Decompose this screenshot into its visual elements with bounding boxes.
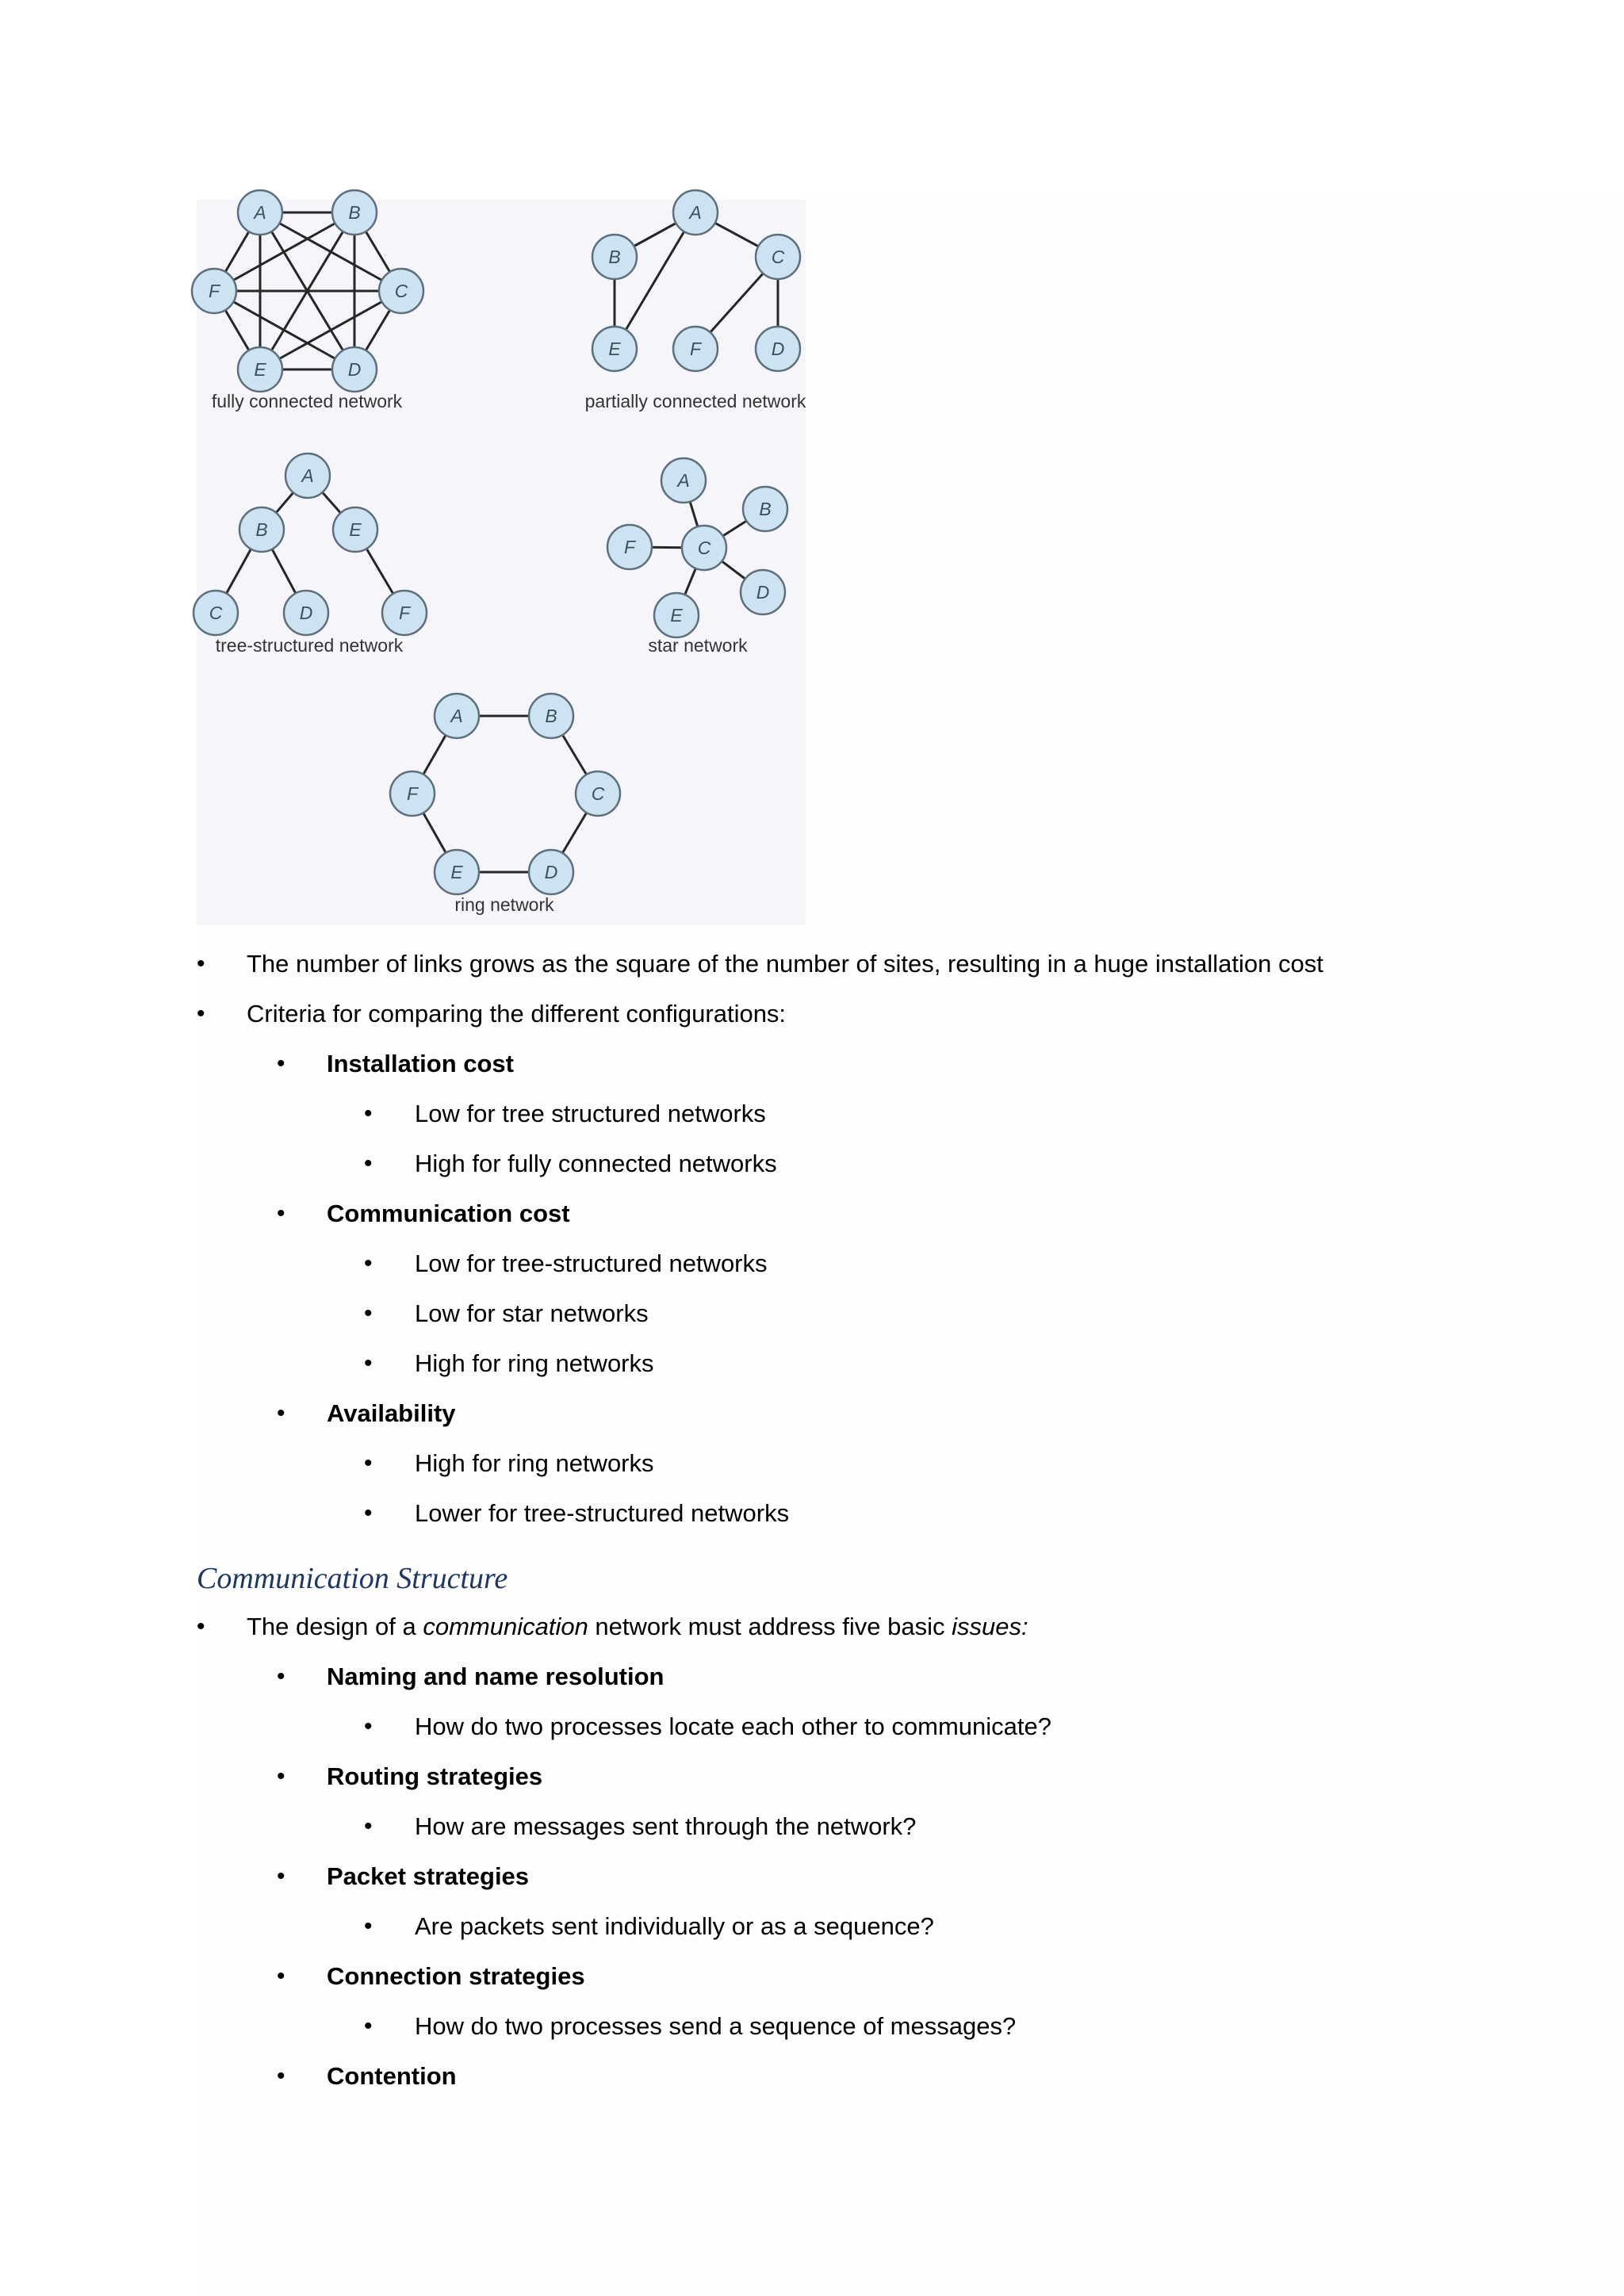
network-node (332, 190, 377, 235)
node-label: E (450, 862, 463, 882)
node-label: E (608, 339, 621, 359)
network-diagram (607, 458, 787, 656)
node-label: E (670, 605, 683, 626)
communication-cost-tree: Low for tree-structured networks (415, 1249, 768, 1277)
network-node (756, 235, 800, 279)
bullet-marker: • (197, 1613, 205, 1640)
node-label: F (623, 537, 636, 557)
bullet-marker: • (364, 1450, 373, 1476)
bullet-marker: • (277, 1663, 285, 1689)
availability-ring: High for ring networks (415, 1449, 654, 1477)
bullet-marker: • (277, 1050, 285, 1077)
availability-tree: Lower for tree-structured networks (415, 1499, 790, 1527)
node-label: E (349, 519, 362, 540)
node-label: A (254, 202, 266, 223)
network-node (661, 458, 706, 503)
network-node (435, 694, 479, 738)
contention-label: Contention (327, 2062, 457, 2090)
links-growth-text: The number of links grows as the square of the number of sites, resulting in a huge installation cost (247, 950, 1323, 978)
bullet-marker: • (197, 951, 205, 977)
diagram-caption: ring network (454, 894, 554, 915)
bullet-marker: • (364, 1713, 373, 1739)
node-label: B (545, 706, 557, 726)
network-node (390, 771, 435, 816)
communication-cost-star: Low for star networks (415, 1299, 649, 1327)
packet-question: Are packets sent individually or as a sequence? (415, 1912, 934, 1940)
node-label: E (254, 359, 266, 380)
network-node (333, 507, 377, 552)
bullet-marker: • (277, 1200, 285, 1226)
network-node (238, 347, 282, 392)
bullet-marker: • (277, 1763, 285, 1789)
network-node (193, 591, 238, 635)
communication-cost-ring: High for ring networks (415, 1349, 654, 1377)
node-label: C (591, 783, 605, 804)
bullet-marker: • (364, 2013, 373, 2039)
network-node (673, 327, 718, 371)
node-label: A (677, 470, 690, 491)
network-node (382, 591, 427, 635)
diagram-caption: partially connected network (584, 391, 806, 411)
network-node (682, 526, 726, 570)
node-label: B (348, 202, 361, 223)
network-node (654, 593, 699, 637)
installation-cost-label: Installation cost (327, 1050, 514, 1077)
bullet-marker: • (197, 1001, 205, 1027)
installation-cost-low: Low for tree structured networks (415, 1100, 766, 1127)
packet-label: Packet strategies (327, 1862, 530, 1890)
naming-question: How do two processes locate each other to communicate? (415, 1712, 1051, 1740)
node-label: F (208, 281, 220, 301)
node-label: B (608, 247, 621, 267)
bullet-marker: • (364, 1250, 373, 1276)
node-label: C (697, 538, 711, 558)
availability-label: Availability (327, 1399, 456, 1427)
section-intro (247, 1611, 1028, 1643)
intro-emphasis-issues: issues: (952, 1613, 1028, 1640)
node-label: A (689, 202, 702, 223)
network-diagram (585, 190, 806, 411)
intro-text-start: The design of a (247, 1613, 423, 1640)
naming-label: Naming and name resolution (327, 1663, 665, 1690)
node-label: A (301, 465, 314, 486)
diagram-caption: fully connected network (211, 391, 403, 411)
node-label: B (255, 519, 268, 540)
network-node (379, 269, 423, 313)
network-node (607, 525, 652, 569)
node-label: B (759, 499, 772, 519)
network-link (615, 212, 695, 349)
network-node (285, 453, 330, 498)
network-node (592, 235, 637, 279)
network-diagram (390, 694, 620, 915)
network-node (238, 190, 282, 235)
network-link (214, 212, 354, 291)
bullet-marker: • (364, 1500, 373, 1526)
section-heading: Communication Structure (197, 1562, 508, 1595)
network-node (741, 570, 785, 614)
network-node (284, 591, 328, 635)
node-label: F (398, 603, 411, 623)
network-node (192, 269, 236, 313)
bullet-marker: • (277, 1863, 285, 1889)
node-label: C (209, 603, 223, 623)
installation-cost-high: High for fully connected networks (415, 1150, 777, 1177)
network-node (332, 347, 377, 392)
node-label: F (406, 783, 419, 804)
diagram-caption: star network (648, 635, 748, 656)
communication-cost-label: Communication cost (327, 1200, 570, 1227)
node-label: D (544, 862, 558, 882)
bullet-marker: • (277, 1400, 285, 1426)
node-label: D (299, 603, 313, 623)
criteria-intro-text: Criteria for comparing the different configurations: (247, 1000, 787, 1027)
routing-question: How are messages sent through the network? (415, 1812, 917, 1840)
bullet-marker: • (364, 1300, 373, 1326)
intro-text-middle: network must address five basic (588, 1613, 952, 1640)
network-link (260, 291, 401, 369)
network-diagram (193, 453, 427, 656)
bullet-marker: • (364, 1350, 373, 1376)
bullet-marker: • (364, 1150, 373, 1177)
network-node (529, 694, 573, 738)
network-node (756, 327, 800, 371)
network-link (214, 291, 354, 369)
network-node (673, 190, 718, 235)
bullet-marker: • (364, 1100, 373, 1127)
node-label: D (347, 359, 362, 380)
node-label: A (450, 706, 463, 726)
connection-question: How do two processes send a sequence of messages? (415, 2012, 1017, 2040)
bullet-marker: • (364, 1913, 373, 1939)
network-node (529, 850, 573, 894)
node-label: C (771, 247, 785, 267)
network-node (576, 771, 620, 816)
node-label: C (394, 281, 408, 301)
network-node (435, 850, 479, 894)
bullet-marker: • (277, 2063, 285, 2089)
diagram-caption: tree-structured network (215, 635, 404, 656)
bullet-marker: • (277, 1963, 285, 1989)
node-label: D (771, 339, 785, 359)
intro-emphasis-communication: communication (423, 1613, 588, 1640)
network-node (239, 507, 284, 552)
network-topology-figure (0, 0, 1624, 951)
network-node (743, 487, 787, 531)
bullet-marker: • (364, 1813, 373, 1839)
network-node (592, 327, 637, 371)
routing-label: Routing strategies (327, 1762, 543, 1790)
network-diagram (192, 190, 423, 411)
connection-label: Connection strategies (327, 1962, 585, 1990)
node-label: D (756, 582, 770, 603)
node-label: F (689, 339, 702, 359)
